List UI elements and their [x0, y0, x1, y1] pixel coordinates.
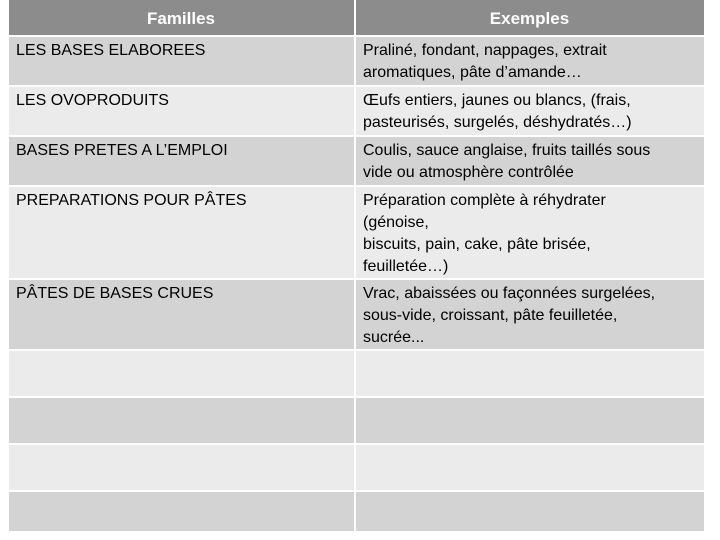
empty-cell: [356, 445, 706, 492]
exemples-cell: Préparation complète à réhydrater (génoise, biscuits, pain, cake, pâte brisée, feuilletée…): [356, 187, 706, 280]
empty-cell: [9, 492, 356, 533]
empty-cell: [356, 492, 706, 533]
famille-cell: PREPARATIONS POUR PÂTES: [9, 187, 356, 280]
famille-cell: LES BASES ELABOREES: [9, 37, 356, 87]
famille-cell: PÂTES DE BASES CRUES: [9, 280, 356, 351]
empty-cell: [356, 398, 706, 445]
empty-cell: [9, 398, 356, 445]
exemples-cell: Praliné, fondant, nappages, extrait aromatiques, pâte d’amande…: [356, 37, 706, 87]
exemples-cell: Coulis, sauce anglaise, fruits taillés sous vide ou atmosphère contrôlée: [356, 137, 706, 187]
exemples-cell: Vrac, abaissées ou façonnées surgelées, sous-vide, croissant, pâte feuilletée, sucrée...: [356, 280, 706, 351]
empty-cell: [9, 351, 356, 398]
famille-cell: LES OVOPRODUITS: [9, 87, 356, 137]
empty-cell: [356, 351, 706, 398]
famille-cell: BASES PRETES A L’EMPLOI: [9, 137, 356, 187]
empty-cell: [9, 445, 356, 492]
header-familles: Familles: [9, 0, 356, 37]
header-exemples: Exemples: [356, 0, 706, 37]
exemples-cell: Œufs entiers, jaunes ou blancs, (frais, pasteurisés, surgelés, déshydratés…): [356, 87, 706, 137]
families-table: [9, 0, 706, 533]
